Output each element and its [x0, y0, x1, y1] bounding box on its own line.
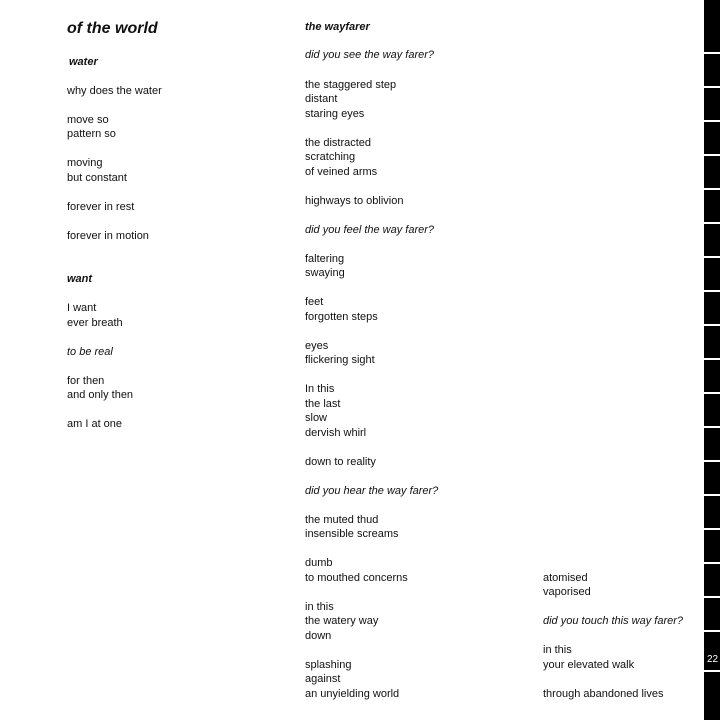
poem-line: and only then	[67, 389, 134, 401]
poem-line: highways to oblivion	[305, 195, 404, 207]
poem-line: moving	[67, 157, 103, 169]
strip-divider	[704, 426, 720, 428]
poem-line: your elevated walk	[543, 659, 635, 671]
poem-heading-water: water	[69, 56, 98, 68]
poem-line: forgotten steps	[305, 311, 378, 323]
poem-line: scratching	[305, 151, 356, 163]
page-number: 22	[706, 654, 719, 665]
poem-line: pattern so	[67, 128, 116, 140]
poem-line: distant	[305, 93, 338, 105]
poem-line-italic: did you see the way farer?	[305, 49, 435, 61]
strip-divider	[704, 358, 720, 360]
poem-line: dumb	[305, 557, 333, 569]
strip-divider	[704, 562, 720, 564]
poem-heading-want: want	[67, 273, 93, 285]
poem-line: forever in motion	[67, 230, 149, 242]
poem-line: in this	[543, 644, 572, 656]
strip-divider	[704, 222, 720, 224]
poem-line: in this	[305, 601, 334, 613]
poem-line: vaporised	[543, 586, 591, 598]
poem-line: flickering sight	[305, 354, 375, 366]
poem-line: move so	[67, 114, 109, 126]
poem-line: atomised	[543, 572, 588, 584]
poem-line: for then	[67, 375, 105, 387]
poem-title-the-wayfarer: the wayfarer	[305, 21, 370, 33]
poem-line: swaying	[305, 267, 345, 279]
poem-line: the staggered step	[305, 79, 397, 91]
poem-line: why does the water	[67, 85, 162, 97]
strip-divider	[704, 52, 720, 54]
page-edge-strip	[704, 0, 720, 720]
poem-line: insensible screams	[305, 528, 399, 540]
poem-title-of-the-world: of the world	[67, 20, 158, 37]
poem-line: to mouthed concerns	[305, 572, 408, 584]
strip-divider	[704, 324, 720, 326]
poem-line: feet	[305, 296, 324, 308]
poem-line-italic: did you touch this way farer?	[543, 615, 684, 627]
strip-divider	[704, 256, 720, 258]
poem-line: against	[305, 673, 341, 685]
strip-divider	[704, 290, 720, 292]
poem-line: an unyielding world	[305, 688, 400, 700]
poem-line: forever in rest	[67, 201, 135, 213]
poem-line: the last	[305, 398, 341, 410]
strip-divider	[704, 86, 720, 88]
poem-line: down	[305, 630, 332, 642]
poem-line: of veined arms	[305, 166, 378, 178]
strip-divider	[704, 494, 720, 496]
poem-line: but constant	[67, 172, 127, 184]
poem-line: ever breath	[67, 317, 123, 329]
poem-line-italic: did you hear the way farer?	[305, 485, 439, 497]
poem-line: eyes	[305, 340, 329, 352]
strip-divider	[704, 630, 720, 632]
poem-line: down to reality	[305, 456, 376, 468]
strip-divider	[704, 120, 720, 122]
poem-line: staring eyes	[305, 108, 365, 120]
poem-line: splashing	[305, 659, 352, 671]
poem-line: faltering	[305, 253, 345, 265]
poem-line: the muted thud	[305, 514, 379, 526]
strip-divider	[704, 154, 720, 156]
strip-divider	[704, 460, 720, 462]
poem-line: In this	[305, 383, 335, 395]
poem-line: the distracted	[305, 137, 372, 149]
poem-line: through abandoned lives	[543, 688, 664, 700]
strip-divider	[704, 670, 720, 672]
poem-line: am I at one	[67, 418, 123, 430]
poem-line-italic: did you feel the way farer?	[305, 224, 435, 236]
poem-line: dervish whirl	[305, 427, 367, 439]
poem-line-italic: to be real	[67, 346, 113, 358]
strip-divider	[704, 188, 720, 190]
poem-line: I want	[67, 302, 97, 314]
poem-line: the watery way	[305, 615, 379, 627]
strip-divider	[704, 528, 720, 530]
strip-divider	[704, 392, 720, 394]
strip-divider	[704, 596, 720, 598]
poem-line: slow	[305, 412, 328, 424]
